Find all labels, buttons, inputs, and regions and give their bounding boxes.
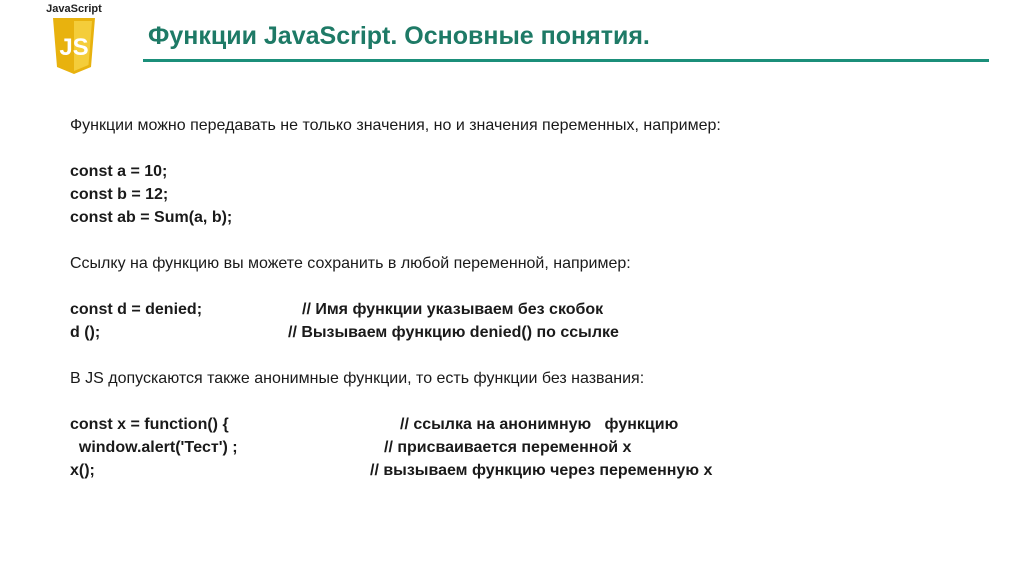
code-line: d (); [70,324,101,341]
code-line: const d = denied; [70,301,203,318]
logo-mark: JS [59,34,89,61]
title-divider [143,59,989,62]
code-comment: // ссылка на анонимную функцию [400,416,679,433]
code-comment: // Имя функции указываем без скобок [302,301,604,318]
code-line: const x = function() { [70,416,229,433]
code-comment: // Вызываем функцию denied() по ссылке [288,324,619,341]
code-row [70,413,721,436]
js-shield-icon [52,17,96,75]
logo-label: JavaScript [46,3,102,15]
code-line: const ab = Sum(a, b); [70,209,233,226]
code-line: const a = 10; [70,163,168,180]
code-line: window.alert('Тест') ; [70,439,238,456]
javascript-logo [38,3,110,75]
code-row [70,436,721,459]
code-line: x(); [70,462,95,479]
code-comment: // присваивается переменной x [384,439,632,456]
intro-text: Ссылку на функцию вы можете сохранить в любой переменной, например: [70,255,631,272]
code-row [70,298,721,321]
code-comment: // вызываем функцию через переменную x [370,462,713,479]
intro-text: В JS допускаются также анонимные функции, то есть функции без названия: [70,370,645,387]
slide-body [70,114,721,482]
page-title: Функции JavaScript. Основные понятия. [148,22,650,50]
intro-text: Функции можно передавать не только значения, но и значения переменных, например: [70,117,721,134]
code-row [70,321,721,344]
code-row [70,459,721,482]
code-line: const b = 12; [70,186,169,203]
